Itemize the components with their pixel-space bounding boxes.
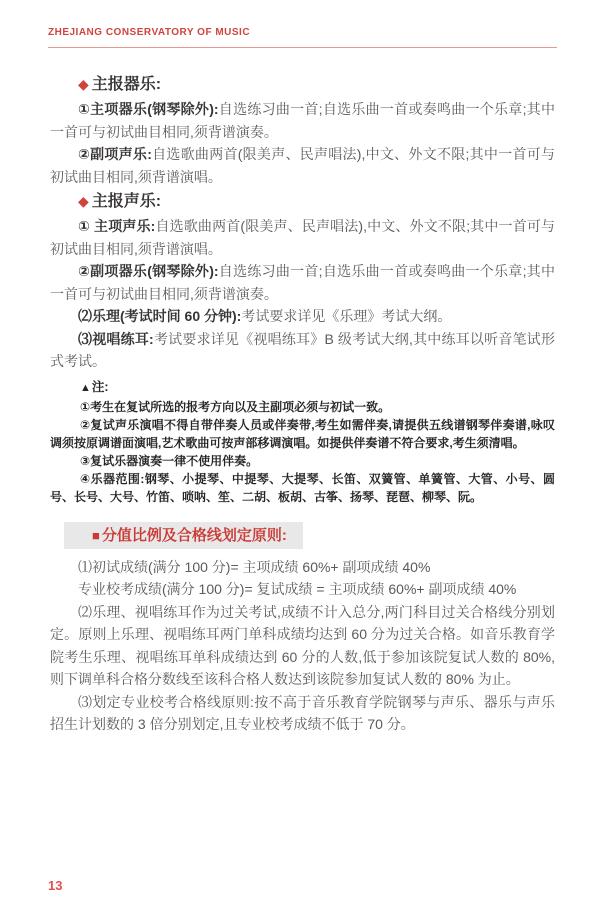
section-title-text: 主报器乐: bbox=[91, 76, 162, 93]
requirement-paragraph bbox=[50, 143, 555, 188]
paragraph-text: 自选练习曲一首;自选乐曲一首或奏鸣曲一个乐章;其中一首可与初试曲目相同,须背谱演奏。 bbox=[50, 101, 556, 140]
diamond-icon: ◆ bbox=[78, 76, 89, 92]
scoring-paragraph: ⑴初试成绩(满分 100 分)= 主项成绩 60%+ 副项成绩 40% bbox=[78, 558, 431, 575]
page-content bbox=[50, 71, 555, 736]
paragraph-lead: ②副项器乐(钢琴除外): bbox=[78, 263, 219, 279]
diamond-icon: ◆ bbox=[78, 193, 89, 209]
requirement-paragraph bbox=[50, 98, 555, 143]
paragraph-text: 自选歌曲两首(限美声、民声唱法),中文、外文不限;其中一首可与初试曲目相同,须背谱演唱。 bbox=[50, 146, 555, 185]
square-icon: ■ bbox=[92, 527, 100, 543]
scoring-paragraph: 专业校考成绩(满分 100 分)= 复试成绩 = 主项成绩 60%+ 副项成绩 40% bbox=[78, 581, 517, 597]
requirement-paragraph bbox=[50, 305, 555, 328]
note-item: ②复试声乐演唱不得自带伴奏人员或伴奏带,考生如需伴奏,请提供五线谱钢琴伴奏谱,咏叹调须按原调谱面演唱,艺术歌曲可按声部移调演唱。如提供伴奏谱不符合要求,考生须清唱。 bbox=[50, 417, 555, 450]
requirement-paragraph bbox=[50, 215, 555, 260]
section-title-instrumental bbox=[50, 73, 555, 96]
paragraph-lead: ⑶视唱练耳: bbox=[78, 330, 154, 347]
requirement-paragraph bbox=[50, 260, 555, 305]
notes-block bbox=[50, 378, 555, 506]
paragraph-text: 考试要求详见《视唱练耳》B 级考试大纲,其中练耳以听音笔试形式考试。 bbox=[50, 330, 555, 369]
section-title-vocal bbox=[50, 190, 555, 213]
header-rule-divider bbox=[48, 47, 557, 48]
note-item: ③复试乐器演奏一律不使用伴奏。 bbox=[80, 453, 259, 468]
paragraph-lead: ①主项器乐(钢琴除外): bbox=[78, 101, 219, 117]
section-title-text: 主报声乐: bbox=[91, 193, 162, 210]
scoring-heading bbox=[64, 522, 303, 549]
paragraph-text: 考试要求详见《乐理》考试大纲。 bbox=[241, 308, 452, 324]
note-item: ①考生在复试所选的报考方向以及主副项必须与初试一致。 bbox=[80, 399, 391, 414]
notes-title bbox=[50, 378, 555, 398]
paragraph-text: 自选练习曲一首;自选乐曲一首或奏鸣曲一个乐章;其中一首可与初试曲目相同,须背谱演奏。 bbox=[50, 263, 556, 302]
triangle-icon: ▲ bbox=[80, 381, 91, 394]
notes-title-text: 注: bbox=[91, 379, 109, 394]
page-number: 13 bbox=[48, 878, 63, 893]
requirement-paragraph bbox=[50, 328, 555, 373]
scoring-heading-text: 分值比例及合格线划定原则: bbox=[101, 526, 287, 544]
scoring-paragraph: ⑵乐理、视唱练耳作为过关考试,成绩不计入总分,两门科目过关合格线分别划定。原则上乐理、视唱练耳两门单科成绩均达到 60 分为过关合格。如音乐教育学院考生乐理、视唱练耳单科成绩达到 60 分的人数,低于参加该院复试人数的 80%,则下调单科合格分数线至该科合格人数达到该院参加复试人数的 80% 为止。 bbox=[50, 603, 555, 687]
paragraph-text: 自选歌曲两首(限美声、民声唱法),中文、外文不限;其中一首可与初试曲目相同,须背谱演唱。 bbox=[50, 218, 556, 257]
paragraph-lead: ⑵乐理(考试时间 60 分钟): bbox=[78, 308, 242, 324]
scoring-paragraph: ⑶划定专业校考合格线原则:按不高于音乐教育学院钢琴与声乐、器乐与声乐招生计划数的 3 倍分别划定,且专业校考成绩不低于 70 分。 bbox=[50, 693, 555, 732]
paragraph-lead: ②副项声乐: bbox=[78, 146, 152, 162]
note-item: ④乐器范围:钢琴、小提琴、中提琴、大提琴、长笛、双簧管、单簧管、大管、小号、圆号、长号、大号、竹笛、唢呐、笙、二胡、板胡、古筝、扬琴、琵琶、柳琴、阮。 bbox=[50, 471, 555, 504]
scoring-section bbox=[50, 506, 555, 736]
paragraph-lead: ① 主项声乐: bbox=[78, 218, 156, 234]
masthead-title: ZHEJIANG CONSERVATORY OF MUSIC bbox=[48, 27, 251, 38]
